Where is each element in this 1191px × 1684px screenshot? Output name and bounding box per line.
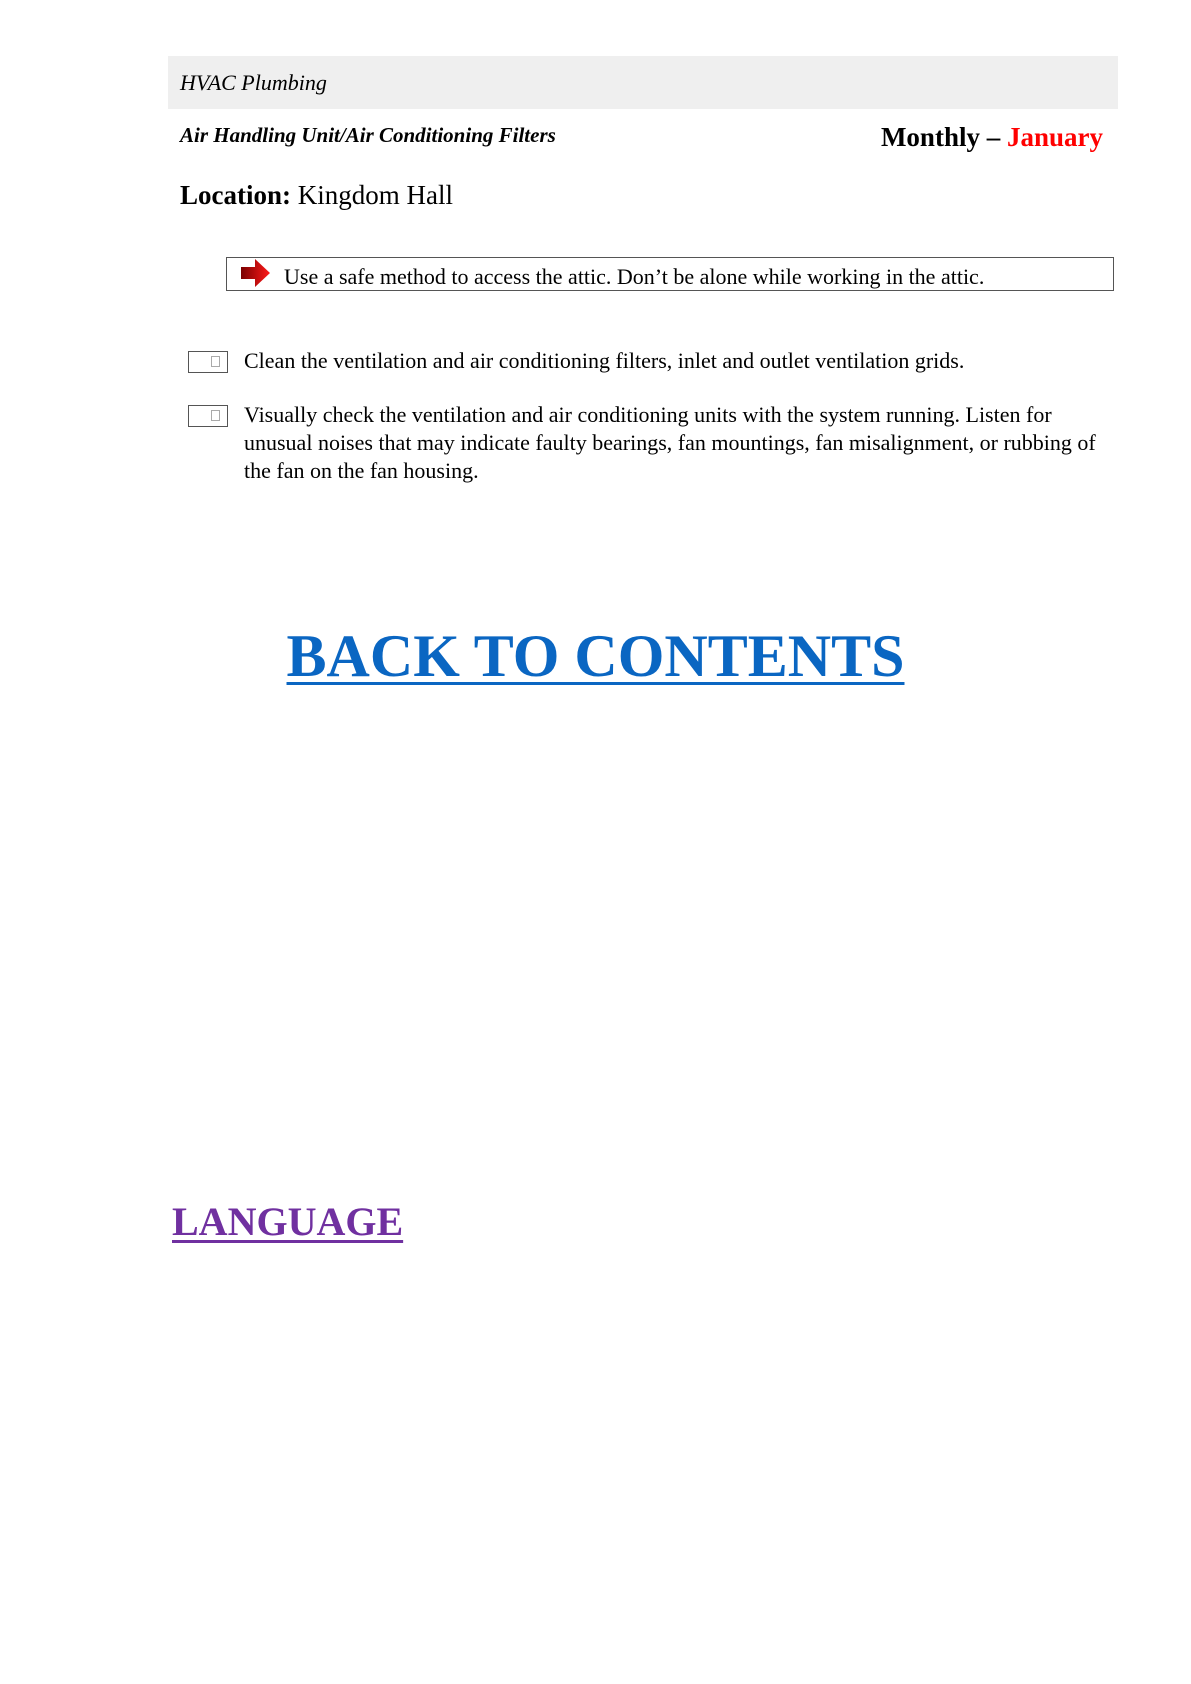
language-container — [172, 1198, 403, 1245]
frequency-separator: – — [979, 122, 1007, 152]
language-link[interactable]: LANGUAGE — [172, 1199, 404, 1244]
task-checkbox[interactable] — [188, 405, 228, 427]
frequency-label — [881, 122, 1103, 153]
category-heading: HVAC Plumbing — [180, 70, 327, 95]
task-item — [188, 401, 1118, 485]
checkbox-inner-box — [211, 356, 220, 367]
location-value: Kingdom Hall — [297, 180, 453, 210]
caution-box — [226, 257, 1114, 291]
task-item — [188, 347, 1118, 375]
caution-text: Use a safe method to access the attic. Don’t be alone while working in the attic. — [284, 264, 985, 289]
red-arrow-icon — [241, 259, 271, 287]
location-line — [180, 180, 453, 211]
checkbox-inner-box — [211, 410, 220, 421]
back-to-contents-link[interactable]: BACK TO CONTENTS — [286, 623, 905, 689]
task-checkbox[interactable] — [188, 351, 228, 373]
location-label: Location: — [180, 180, 291, 210]
task-text: Visually check the ventilation and air conditioning units with the system running. Listen for unusual noises that may indicate faulty bearings, fan mountings, fan misalignment, or rubbing of the fan on the fan housing. — [244, 402, 1096, 483]
task-text: Clean the ventilation and air conditioning filters, inlet and outlet ventilation grids. — [244, 348, 965, 373]
frequency-month: January — [1006, 122, 1103, 152]
frequency-period: Monthly — [880, 122, 980, 152]
back-to-contents-container — [0, 622, 1191, 691]
task-subtitle: Air Handling Unit/Air Conditioning Filters — [180, 123, 556, 147]
